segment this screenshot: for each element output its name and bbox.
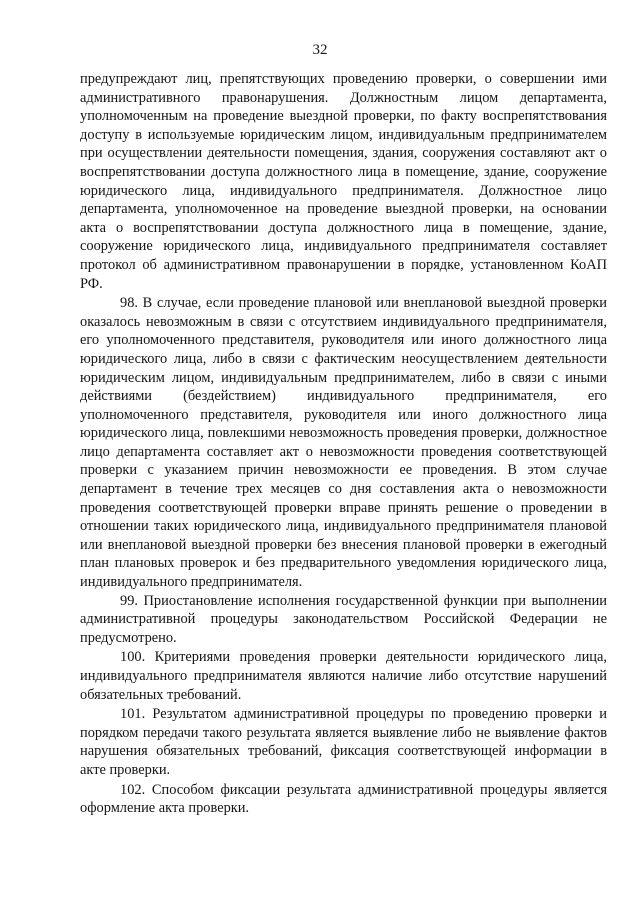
page-number: 32 [312, 42, 328, 58]
paragraph-continuation: предупреждают лиц, препятствующих проведению проверки, о совершении ими административного правонарушения. Должностным лицом департамента, уполномоченным на проведение выездной проверки, по факту воспрепятствования доступу в используемые юридическим лицом, индивидуальным предпринимателем при осуществлении деятельности помещения, здания, сооружения составляют акт о воспрепятствовании доступа должностного лица в помещение, здание, сооружение юридического лица, индивидуального предпринимателя. Должностное лицо департамента, уполномоченное на проведение выездной проверки, на основании акта о воспрепятствовании доступа должностного лица в помещение, здание, сооружение юридического лица, индивидуального предпринимателя составляет протокол об административном правонарушении в порядке, установленном КоАП РФ. [80, 71, 607, 292]
paragraph-100: 100. Критериями проведения проверки деятельности юридического лица, индивидуального предпринимателя являются наличие либо отсутствие нарушений обязательных требований. [80, 649, 607, 703]
paragraph-101: 101. Результатом административной процедуры по проведению проверки и порядком передачи такого результата является выявление либо не выявление фактов нарушения обязательных требований, фиксация соответствующей информации в акте проверки. [80, 706, 607, 778]
paragraph-99: 99. Приостановление исполнения государственной функции при выполнении административной процедуры законодательством Российской Федерации не предусмотрено. [80, 592, 607, 646]
paragraph-102: 102. Способом фиксации результата административной процедуры является оформление акта проверки. [80, 781, 607, 817]
paragraph-98: 98. В случае, если проведение плановой или внеплановой выездной проверки оказалось невозможным в связи с отсутствием индивидуального предпринимателя, его уполномоченного представителя, руководителя или иного должностного лица юридического лица, либо в связи с фактическим неосуществлением деятельности юридическим лицом, индивидуальным предпринимателем, либо в связи с иными действиями (бездействием) индивидуального предпринимателя, его уполномоченного представителя, руководителя или иного должностного лица юридического лица, повлекшими невозможность проведения проверки, должностное лицо департамента составляет акт о невозможности проведения соответствующей проверки с указанием причин невозможности ее проведения. В этом случае департамент в течение трех месяцев со дня составления акта о невозможности проведения соответствующей проверки вправе принять решение о проведении в отношении таких юридического лица, индивидуального предпринимателя плановой или внеплановой выездной проверки без внесения плановой проверки в ежегодный план плановых проверок и без предварительного уведомления юридического лица, индивидуального предпринимателя. [80, 295, 607, 591]
document-body [80, 70, 607, 818]
